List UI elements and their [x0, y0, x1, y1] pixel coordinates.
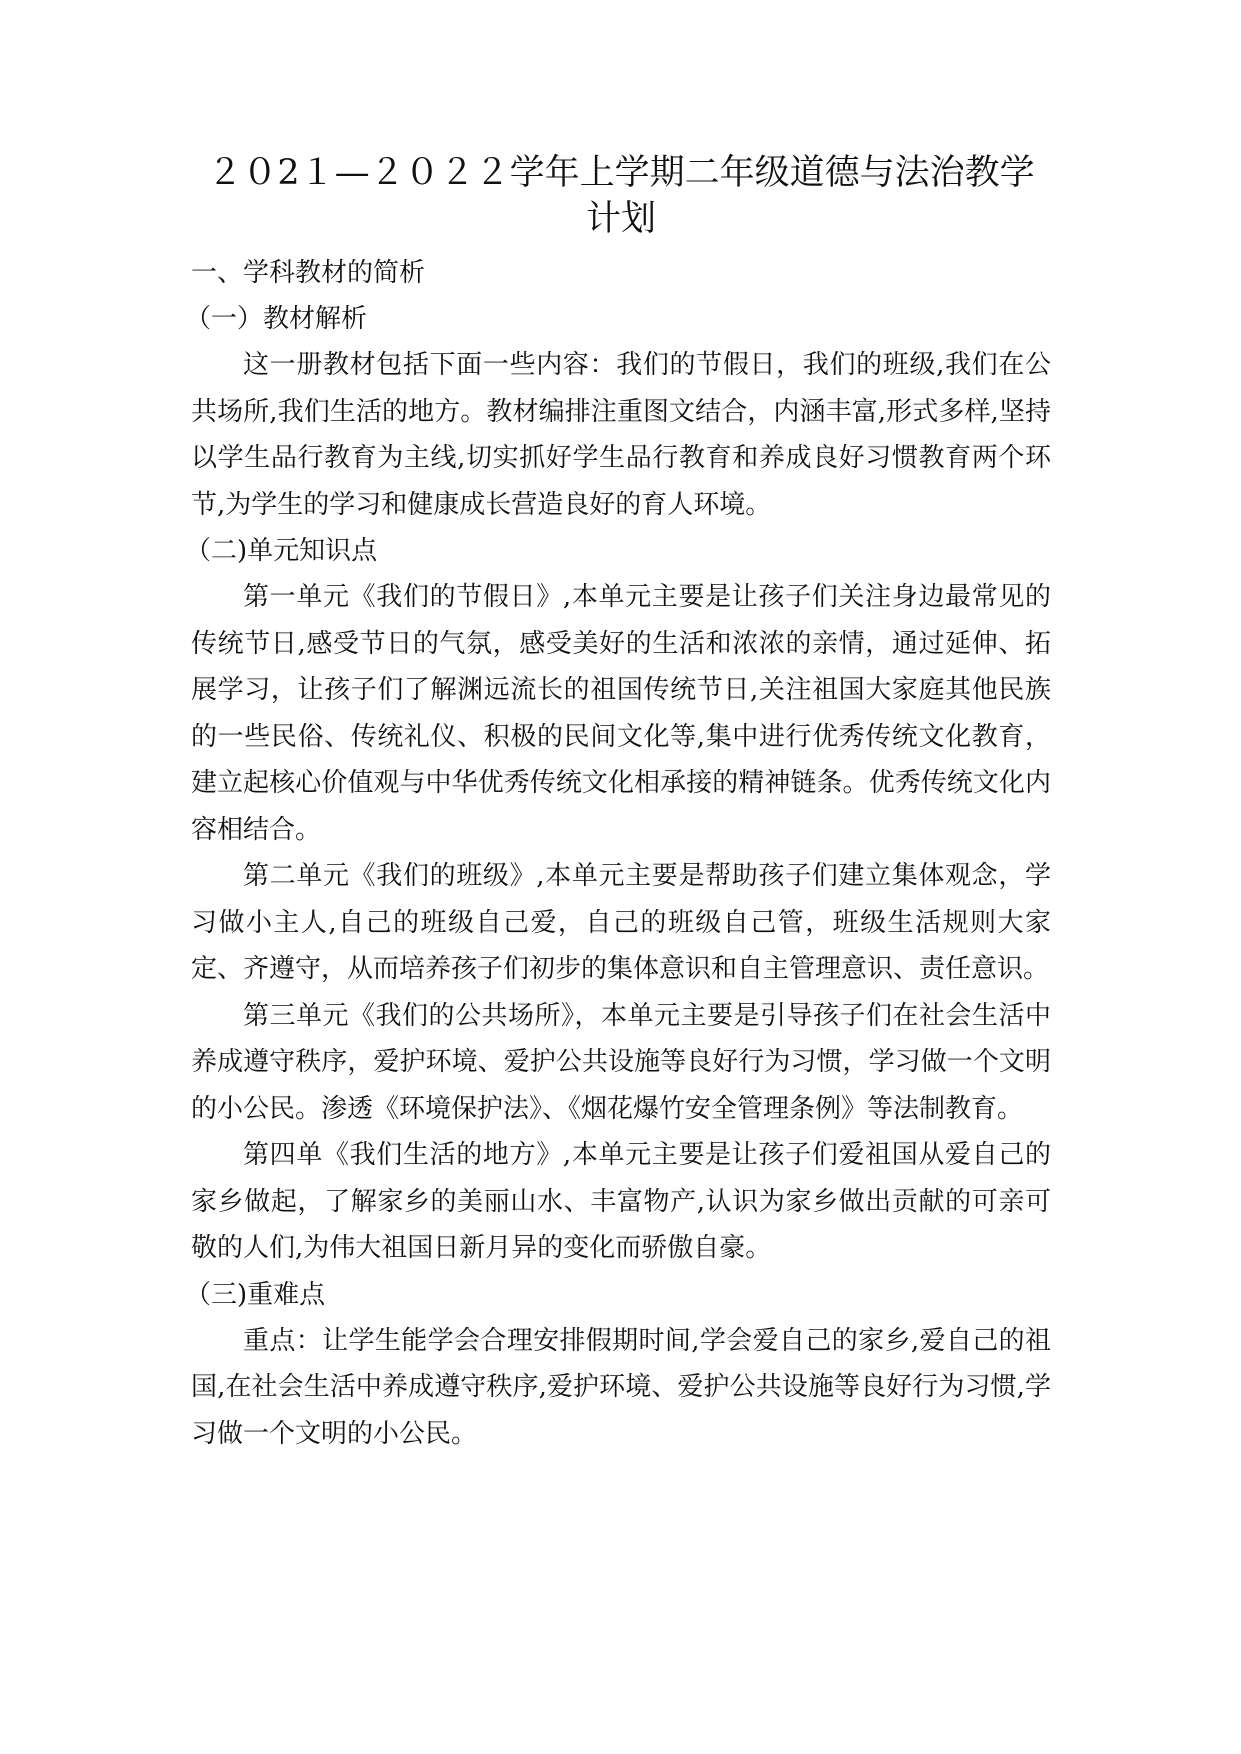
subsection-heading-2: （二)单元知识点	[185, 536, 378, 566]
section-heading-1: 一、学科教材的简析	[191, 258, 426, 288]
title-line-1: ２０2１—２０２２学年上学期二年级道德与法治教学	[207, 153, 1035, 193]
paragraph-unit-2: 第二单元《我们的班级》,本单元主要是帮助孩子们建立集体观念，学习做小主人,自己的班级自己爱，自己的班级自己管，班级生活规则大家定、齐遵守，从而培养孩子们初步的集体意识和自主管理意识、责任意识。	[191, 861, 1051, 984]
paragraph-unit-1: 第一单元《我们的节假日》,本单元主要是让孩子们关注身边最常见的传统节日,感受节日的气氛，感受美好的生活和浓浓的亲情，通过延伸、拓展学习，让孩子们了解渊远流长的祖国传统节日,关注祖国大家庭其他民族的一些民俗、传统礼仪、积极的民间文化等,集中进行优秀传统文化教育，建立起核心价值观与中华优秀传统文化相承接的精神链条。优秀传统文化内容相结合。	[191, 582, 1051, 845]
title-line-2: 计划	[585, 199, 656, 239]
paragraph-unit-4: 第四单《我们生活的地方》,本单元主要是让孩子们爱祖国从爱自己的家乡做起，了解家乡的美丽山水、丰富物产,认识为家乡做出贡献的可亲可敬的人们,为伟大祖国日新月异的变化而骄傲自豪。	[191, 1140, 1051, 1263]
subsection-heading-1: （一）教材解析	[185, 304, 368, 334]
title-spacer	[191, 242, 1051, 250]
document-page	[185, 150, 1051, 1457]
subsection-heading-3: （三)重难点	[185, 1279, 326, 1310]
document-title	[191, 150, 1051, 242]
paragraph-key-points: 重点：让学生能学会合理安排假期时间,学会爱自己的家乡,爱自己的祖国,在社会生活中养成遵守秩序,爱护环境、爱护公共设施等良好行为习惯,学习做一个文明的小公民。	[191, 1325, 1051, 1449]
paragraph-unit-3: 第三单元《我们的公共场所》，本单元主要是引导孩子们在社会生活中养成遵守秩序，爱护环境、爱护公共设施等良好行为习惯，学习做一个文明的小公民。渗透《环境保护法》、《烟花爆竹安全管理条例》等法制教育。	[191, 1000, 1051, 1124]
paragraph-textbook-analysis: 这一册教材包括下面一些内容：我们的节假日，我们的班级,我们在公共场所,我们生活的地方。教材编排注重图文结合，内涵丰富,形式多样,坚持以学生品行教育为主线,切实抓好学生品行教育和养成良好习惯教育两个环节,为学生的学习和健康成长营造良好的育人环境。	[191, 350, 1051, 520]
